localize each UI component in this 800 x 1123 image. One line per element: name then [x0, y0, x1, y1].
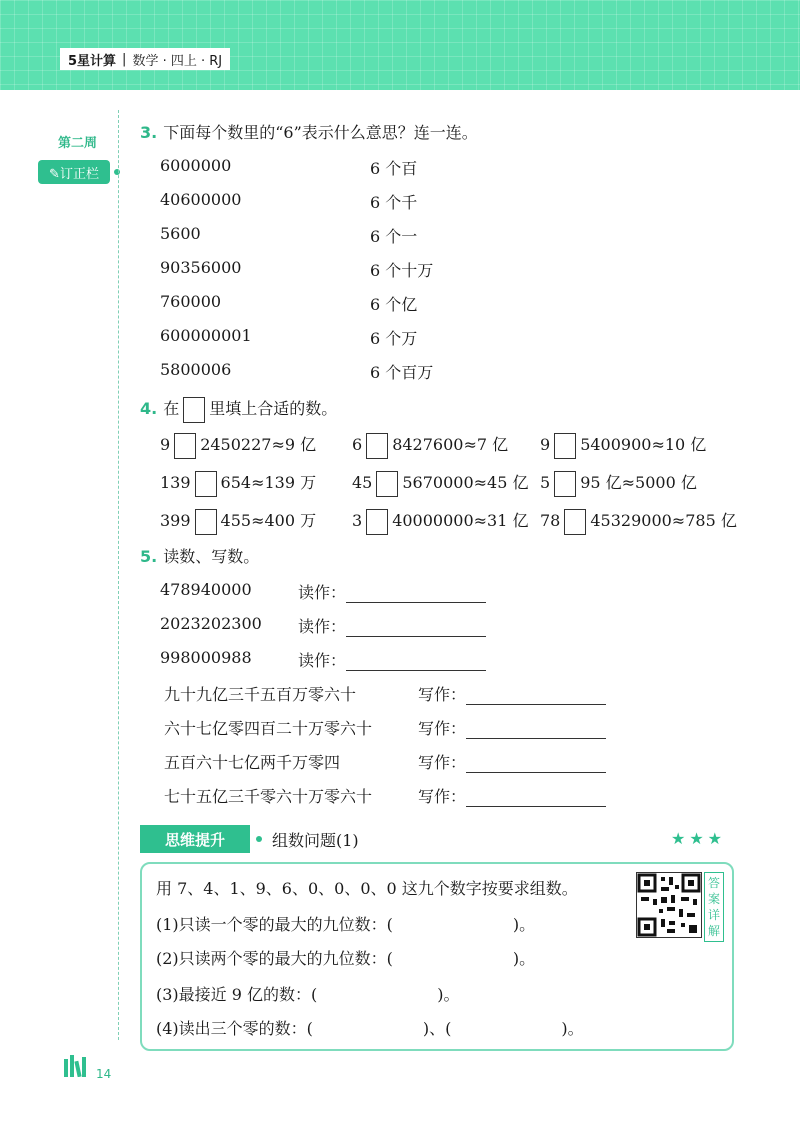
- answer-line[interactable]: [346, 586, 486, 603]
- q5-write-words: 九十九亿三千五百万零六十: [164, 685, 357, 704]
- correction-column-tag: [38, 160, 110, 184]
- q3-right-item: 6 个千: [370, 193, 418, 212]
- answer-box[interactable]: [554, 471, 576, 497]
- q3-right-item: 6 个百万: [370, 363, 434, 382]
- thinking-title: 组数问题(1): [272, 831, 359, 850]
- q3-right-item: 6 个亿: [370, 295, 418, 314]
- margin-divider: [118, 110, 119, 1040]
- q5-read-line: 读作：: [298, 648, 486, 671]
- answer-box[interactable]: [195, 509, 217, 535]
- q3-left-item: 5600: [160, 224, 201, 243]
- q5-write-words: 五百六十七亿两千万零四: [164, 753, 341, 772]
- question-4-title: [140, 396, 337, 423]
- correction-label: ✎订正栏: [49, 166, 99, 182]
- series-label: [60, 48, 230, 70]
- header-banner: [0, 0, 800, 90]
- q3-right-item: 6 个万: [370, 329, 418, 348]
- thinking-item: (1)只读一个零的最大的九位数：( )。: [156, 915, 536, 934]
- answer-box[interactable]: [366, 509, 388, 535]
- header-separator: |: [122, 51, 127, 67]
- q4-item: 399 455≈400 万: [160, 508, 316, 535]
- question-text: 读数、写数。: [163, 547, 260, 566]
- q5-read-line: 读作：: [298, 580, 486, 603]
- q3-left-item: 6000000: [160, 156, 232, 175]
- thinking-tag: 思维提升: [140, 825, 250, 853]
- q5-write-words: 七十五亿三千零六十万零六十: [164, 787, 373, 806]
- q5-write-line: 写作：: [418, 784, 606, 807]
- answer-box[interactable]: [195, 471, 217, 497]
- answer-box[interactable]: [376, 471, 398, 497]
- qr-code[interactable]: [636, 872, 702, 938]
- answer-explanation-label: 答案详解: [704, 872, 724, 942]
- answer-box[interactable]: [366, 433, 388, 459]
- thinking-item: (4)读出三个零的数：( )、( )。: [156, 1019, 584, 1038]
- thinking-item: (3)最接近 9 亿的数：( )。: [156, 985, 460, 1004]
- answer-line[interactable]: [346, 654, 486, 671]
- thinking-item: (2)只读两个零的最大的九位数：( )。: [156, 949, 536, 968]
- q3-left-item: 40600000: [160, 190, 242, 209]
- answer-line[interactable]: [466, 688, 606, 705]
- books-icon: [62, 1055, 92, 1081]
- answer-box[interactable]: [183, 397, 205, 423]
- q5-read-number: 2023202300: [160, 614, 262, 633]
- thinking-intro: 用 7、4、1、9、6、0、0、0、0 这九个数字按要求组数。: [156, 879, 578, 898]
- question-number: 4.: [140, 399, 158, 418]
- q4-item: 6 8427600≈7 亿: [352, 432, 508, 459]
- question-number: 5.: [140, 547, 158, 566]
- week-label: 第二周: [58, 136, 98, 151]
- q5-read-line: 读作：: [298, 614, 486, 637]
- q4-item: 9 5400900≈10 亿: [540, 432, 706, 459]
- answer-box[interactable]: [554, 433, 576, 459]
- answer-line[interactable]: [466, 722, 606, 739]
- q3-right-item: 6 个十万: [370, 261, 434, 280]
- question-3-title: [140, 120, 478, 143]
- difficulty-stars: ★★★: [670, 829, 726, 848]
- q3-left-item: 5800006: [160, 360, 232, 379]
- q5-write-words: 六十七亿零四百二十万零六十: [164, 719, 373, 738]
- brand-name: 5星计算: [68, 53, 117, 69]
- q3-left-item: 760000: [160, 292, 222, 311]
- q5-read-number: 998000988: [160, 648, 252, 667]
- tag-dot: [114, 169, 120, 175]
- question-5-title: [140, 544, 259, 567]
- thinking-section-header: [140, 825, 730, 853]
- q5-read-number: 478940000: [160, 580, 252, 599]
- subject-label: 数学 · 四上 · RJ: [132, 53, 223, 69]
- answer-line[interactable]: [346, 620, 486, 637]
- q3-right-item: 6 个百: [370, 159, 418, 178]
- page-number: 14: [96, 1067, 112, 1081]
- question-text: 在: [163, 399, 180, 418]
- q4-item: 139 654≈139 万: [160, 470, 316, 497]
- q4-item: 9 2450227≈9 亿: [160, 432, 316, 459]
- question-text: 下面每个数里的“6”表示什么意思？连一连。: [163, 123, 478, 142]
- question-text: 里填上合适的数。: [209, 399, 338, 418]
- question-number: 3.: [140, 123, 158, 142]
- answer-box[interactable]: [564, 509, 586, 535]
- q4-item: 3 40000000≈31 亿: [352, 508, 528, 535]
- q5-write-line: 写作：: [418, 682, 606, 705]
- q3-left-item: 90356000: [160, 258, 242, 277]
- q5-write-line: 写作：: [418, 750, 606, 773]
- answer-line[interactable]: [466, 756, 606, 773]
- q3-right-item: 6 个一: [370, 227, 418, 246]
- q4-item: 45 5670000≈45 亿: [352, 470, 528, 497]
- answer-box[interactable]: [174, 433, 196, 459]
- q4-item: 78 45329000≈785 亿: [540, 508, 737, 535]
- answer-line[interactable]: [466, 790, 606, 807]
- q4-item: 5 95 亿≈5000 亿: [540, 470, 697, 497]
- tag-dot: [256, 836, 262, 842]
- q5-write-line: 写作：: [418, 716, 606, 739]
- q3-left-item: 600000001: [160, 326, 252, 345]
